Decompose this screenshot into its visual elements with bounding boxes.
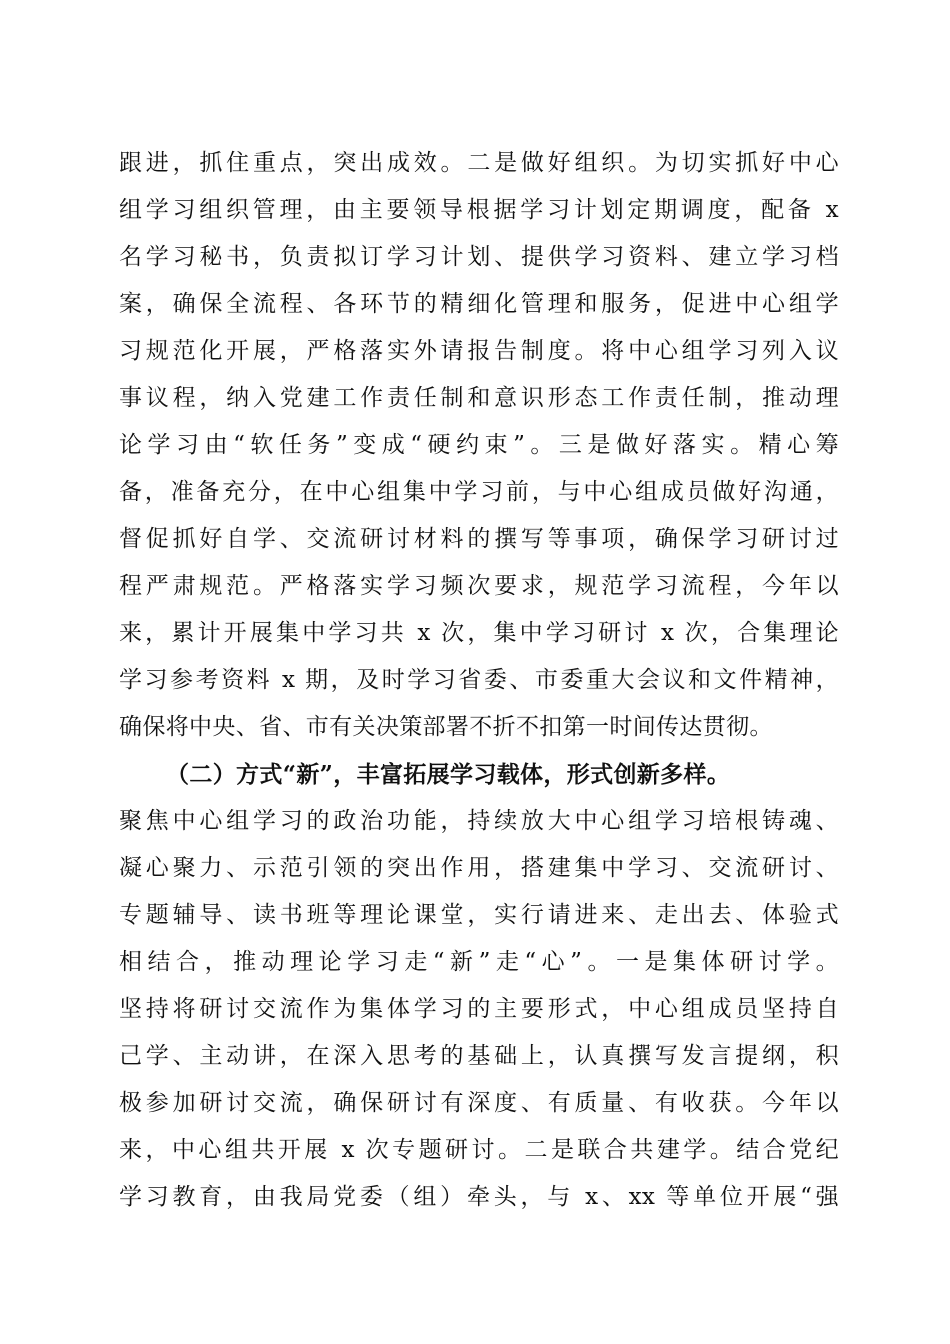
paragraph-line: 组学习组织管理，由主要领导根据学习计划定期调度，配备 x — [119, 197, 839, 223]
paragraph-line: 跟进，抓住重点，突出成效。二是做好组织。为切实抓好中心 — [119, 150, 839, 176]
body-text — [119, 140, 839, 1221]
section-heading: （二）方式“新”，丰富拓展学习载体，形式创新多样。 — [166, 761, 731, 788]
paragraph-line: 名学习秘书，负责拟订学习计划、提供学习资料、建立学习档 — [119, 244, 839, 270]
paragraph-line: 案，确保全流程、各环节的精细化管理和服务，促进中心组学 — [119, 291, 839, 317]
paragraph-line: 专题辅导、读书班等理论课堂，实行请进来、走出去、体验式 — [119, 902, 839, 928]
paragraph-line: 备，准备充分，在中心组集中学习前，与中心组成员做好沟通， — [119, 479, 839, 505]
paragraph-line: 学习参考资料 x 期，及时学习省委、市委重大会议和文件精神， — [119, 667, 839, 693]
paragraph-line: 聚焦中心组学习的政治功能，持续放大中心组学习培根铸魂、 — [119, 808, 839, 834]
paragraph-line: 来，中心组共开展 x 次专题研讨。二是联合共建学。结合党纪 — [119, 1137, 839, 1163]
paragraph-line: 事议程，纳入党建工作责任制和意识形态工作责任制，推动理 — [119, 385, 839, 411]
paragraph-line: 坚持将研讨交流作为集体学习的主要形式，中心组成员坚持自 — [119, 996, 839, 1022]
paragraph-line: 督促抓好自学、交流研讨材料的撰写等事项，确保学习研讨过 — [119, 526, 839, 552]
paragraph-line: 极参加研讨交流，确保研讨有深度、有质量、有收获。今年以 — [119, 1090, 839, 1116]
paragraph-line: 相结合，推动理论学习走“新”走“心”。一是集体研讨学。 — [119, 949, 839, 975]
paragraph-line: 确保将中央、省、市有关决策部署不折不扣第一时间传达贯彻。 — [119, 714, 773, 740]
paragraph-line: 学习教育，由我局党委（组）牵头，与 x、xx 等单位开展“强 — [119, 1184, 839, 1210]
paragraph-line: 来，累计开展集中学习共 x 次，集中学习研讨 x 次，合集理论 — [119, 620, 839, 646]
paragraph-line: 程严肃规范。严格落实学习频次要求，规范学习流程，今年以 — [119, 573, 839, 599]
paragraph-line: 凝心聚力、示范引领的突出作用，搭建集中学习、交流研讨、 — [119, 855, 839, 881]
paragraph-line: 论学习由“软任务”变成“硬约束”。三是做好落实。精心筹 — [119, 432, 839, 458]
paragraph-line: 习规范化开展，严格落实外请报告制度。将中心组学习列入议 — [119, 338, 839, 364]
paragraph-line: 己学、主动讲，在深入思考的基础上，认真撰写发言提纲，积 — [119, 1043, 839, 1069]
